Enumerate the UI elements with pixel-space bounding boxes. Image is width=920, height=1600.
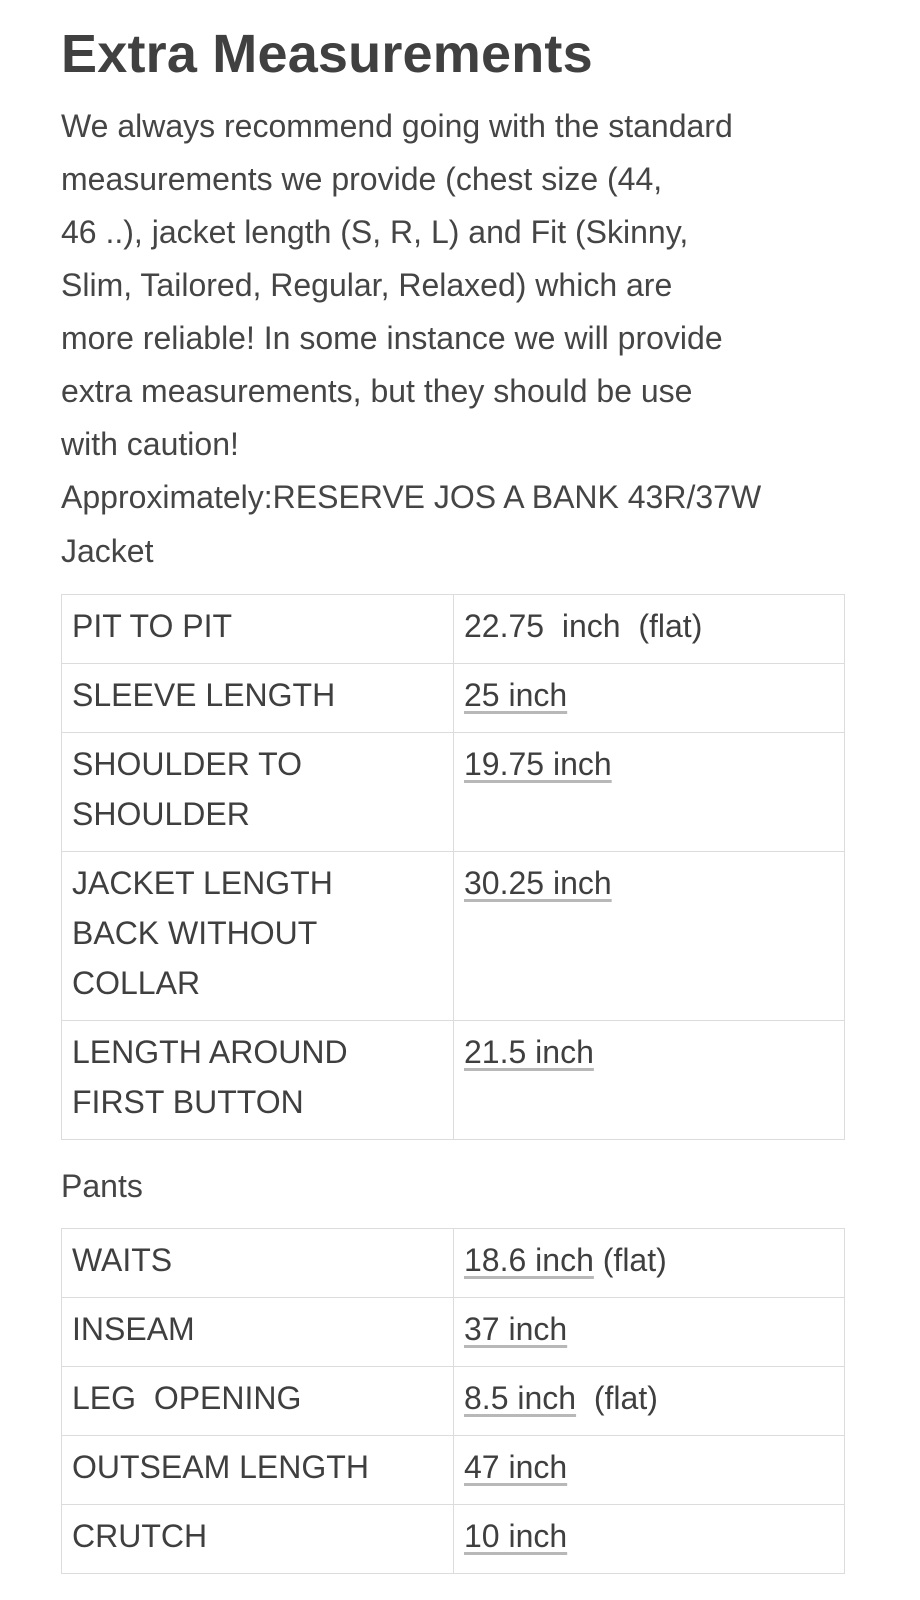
measurement-value [454, 595, 845, 664]
measurement-value-link[interactable]: 25 inch [464, 677, 568, 713]
measurement-value-link[interactable]: 37 inch [464, 1311, 568, 1347]
measurement-value-link[interactable]: 10 inch [464, 1518, 568, 1554]
measurement-name [62, 595, 454, 664]
measurement-name-line: SHOULDER [72, 796, 250, 832]
measurement-value-link[interactable]: 21.5 inch [464, 1034, 594, 1070]
measurement-value [454, 1021, 845, 1140]
measurement-name [62, 852, 454, 1021]
measurement-name-line: SHOULDER TO [72, 746, 302, 782]
table-row [62, 733, 845, 852]
measurement-name [62, 1229, 454, 1298]
intro-line: more reliable! In some instance we will provide [61, 320, 723, 356]
measurement-name-line: INSEAM [72, 1311, 195, 1347]
measurement-name-line: CRUTCH [72, 1518, 208, 1554]
table-row [62, 1298, 845, 1367]
table-row [62, 1505, 845, 1574]
measurement-name [62, 1298, 454, 1367]
table-row [62, 664, 845, 733]
table-row [62, 1229, 845, 1298]
measurement-name [62, 1367, 454, 1436]
page-title: Extra Measurements [61, 24, 593, 84]
measurement-value [454, 1436, 845, 1505]
measurement-value-link[interactable]: 19.75 inch [464, 746, 612, 782]
measurement-value [454, 852, 845, 1021]
intro-line: We always recommend going with the standard [61, 108, 733, 144]
intro-line: with caution! [61, 426, 239, 462]
intro-line: measurements we provide (chest size (44, [61, 161, 663, 197]
measurement-name-line: SLEEVE LENGTH [72, 677, 336, 713]
measurement-value-link[interactable]: 18.6 inch [464, 1242, 594, 1278]
intro-line: Approximately:RESERVE JOS A BANK 43R/37W [61, 479, 762, 515]
measurement-name-line: LEG OPENING [72, 1380, 302, 1416]
jacket-measurements-table [61, 594, 845, 1140]
measurement-name-line: JACKET LENGTH [72, 865, 333, 901]
measurement-name-line: COLLAR [72, 965, 201, 1001]
measurement-name [62, 733, 454, 852]
measurement-name-line: PIT TO PIT [72, 608, 233, 644]
measurement-value-text: 22.75 inch (flat) [464, 608, 703, 644]
measurement-value-suffix: (flat) [576, 1380, 658, 1416]
measurement-value [454, 1298, 845, 1367]
measurement-value-link[interactable]: 8.5 inch [464, 1380, 577, 1416]
measurement-value-suffix: (flat) [593, 1242, 667, 1278]
table-row [62, 1367, 845, 1436]
jacket-section-label: Jacket [61, 533, 154, 569]
pants-measurements-table [61, 1228, 845, 1574]
intro-line: 46 ..), jacket length (S, R, L) and Fit (Skinny, [61, 214, 689, 250]
measurement-name-line: BACK WITHOUT [72, 915, 318, 951]
measurement-name-line: LENGTH AROUND [72, 1034, 348, 1070]
table-row [62, 1436, 845, 1505]
measurement-name-line: OUTSEAM LENGTH [72, 1449, 369, 1485]
intro-line: extra measurements, but they should be use [61, 373, 693, 409]
measurement-name-line: WAITS [72, 1242, 173, 1278]
measurement-name [62, 1436, 454, 1505]
table-row [62, 852, 845, 1021]
measurement-name [62, 1021, 454, 1140]
table-row [62, 595, 845, 664]
intro-line: Slim, Tailored, Regular, Relaxed) which are [61, 267, 673, 303]
measurement-name-line: FIRST BUTTON [72, 1084, 304, 1120]
pants-section-label: Pants [61, 1168, 143, 1204]
measurement-value [454, 733, 845, 852]
measurement-value [454, 1229, 845, 1298]
measurement-name [62, 1505, 454, 1574]
measurement-value [454, 1367, 845, 1436]
measurement-value [454, 1505, 845, 1574]
measurement-value-link[interactable]: 30.25 inch [464, 865, 612, 901]
measurement-value [454, 664, 845, 733]
measurement-name [62, 664, 454, 733]
table-row [62, 1021, 845, 1140]
measurement-value-link[interactable]: 47 inch [464, 1449, 568, 1485]
intro-paragraph [61, 100, 851, 524]
